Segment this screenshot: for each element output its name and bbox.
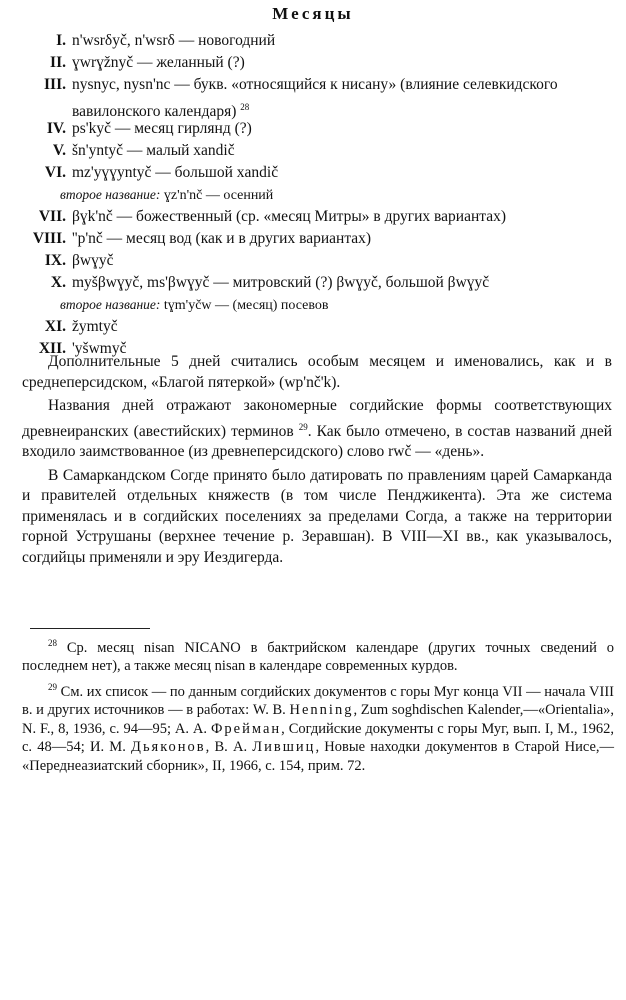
paragraph: Дополнительные 5 дней считались особым месяцем и именовались, как и в среднеперсидском, «Благой пятеркой» (wp'nč'k). [22, 353, 612, 391]
author-name: Дьяконов [131, 739, 206, 756]
month-number: XII. [38, 340, 66, 357]
alt-name-note: второе название: tɣm'yčw — (месяц) посевов [60, 297, 329, 313]
month-description: n'wsrδyč, n'wsrδ — новогодний [72, 32, 276, 49]
alt-name-label: второе название: [60, 297, 161, 312]
month-list [0, 30, 626, 360]
month-number: VIII. [32, 230, 66, 247]
month-description: šn'yntyč — малый xandič [72, 142, 235, 159]
month-alt-name [0, 184, 626, 206]
month-description: 'yšwmyč [72, 340, 127, 357]
paragraph: Названия дней отражают закономерные согдийские формы соответствующих древнеиранских (авестийских) терминов $^{29}$. Как было отмечено, в состав названий дней входило заимствованное (из древнеперсидского) слово rwč — «день». [22, 397, 613, 461]
month-alt-name [0, 294, 626, 316]
month-number: III. [44, 76, 66, 93]
author-name: Фрейман [210, 720, 282, 737]
month-row [0, 206, 626, 228]
month-description: ps'kyč — месяц гирлянд (?) [72, 120, 252, 137]
month-description: βɣk'nč — божественный (ср. «месяц Митры» в других вариантах) [72, 208, 507, 225]
month-description: žymtyč [72, 318, 118, 335]
month-row [0, 228, 626, 250]
author-name: Лившиц [252, 739, 316, 756]
month-row [0, 316, 626, 338]
footnote-ref: 28 [240, 102, 250, 112]
month-row [0, 162, 626, 184]
month-description: ɣwrɣžnyč — желанный (?) [72, 54, 245, 71]
month-row [0, 52, 626, 74]
month-row [0, 74, 626, 121]
body-text [22, 352, 612, 571]
section-heading: Месяцы [272, 4, 354, 23]
month-description: myšβwɣyč, ms'βwɣyč — митровский (?) βwɣyč, большой βwɣyč [72, 274, 490, 291]
paragraph: В Самаркандском Согде принято было датировать по правлениям царей Самарканда и правителей отдельных княжеств (в том числе Пенджикента). Эта же система применялась и в согдийских поселениях за пределами Согда, а также на территории горной Уструшаны (верхнее течение р. Зеравшан). В VIII—XI вв., как указывалось, согдийцы применяли и эру Иездигерда. [22, 466, 612, 566]
month-description: ''p'nč — месяц вод (как и в других вариантах) [72, 230, 372, 247]
footnote: $^{28}$ Ср. месяц nisan NICANO в бактрийском календаре (других точных сведений о последнем нет), а также месяц nisan в календаре современных курдов. [22, 638, 614, 675]
alt-name-label: второе название: [60, 187, 161, 202]
month-number: IX. [44, 252, 66, 269]
month-number: I. [56, 32, 66, 49]
footnote-number: 29 [48, 681, 57, 692]
month-number: V. [52, 142, 66, 159]
month-row [0, 30, 626, 52]
alt-name-note: второе название: ɣz'n'nč — осенний [60, 187, 274, 203]
footnote: $^{29}$ См. их список — по данным согдийских документов с горы Муг конца VII — начала VIII в. и других источников — в работах: W. B. Henning, Zum soghdischen Kalender,—«Orientalia», N. F., 8, 1936, с. 94—95; А. А. Фрейман, Согдийские документы с горы Муг, вып. I, М., 1962, с. 48—54; И. М. Дьяконов, В. А. Лившиц, Новые находки документов в Старой Нисе,— «Переднеазиатский сборник», II, 1966, с. 154, прим. 72. [22, 681, 615, 774]
footnote-number: 28 [48, 638, 57, 648]
month-description: nysnyc, nysn'nc — букв. «относящийся к нисану» (влияние селевкидского вавилонского календаря) $^{28}$ [72, 76, 558, 121]
footnotes [22, 634, 614, 777]
month-number: II. [50, 54, 66, 71]
month-number: XI. [44, 318, 66, 335]
author-name: Henning [289, 702, 354, 719]
month-row [0, 140, 626, 162]
month-row [0, 272, 626, 294]
month-number: VII. [38, 208, 66, 225]
month-number: X. [50, 274, 66, 291]
footnote-divider [30, 628, 150, 629]
month-description: mz'yɣɣyntyč — большой xandič [72, 164, 279, 181]
footnote-ref: 29 [298, 421, 308, 432]
month-row [0, 250, 626, 272]
month-row [0, 118, 626, 140]
month-number: VI. [44, 164, 66, 181]
month-description: βwɣyč [72, 252, 114, 269]
month-number: IV. [46, 120, 66, 137]
